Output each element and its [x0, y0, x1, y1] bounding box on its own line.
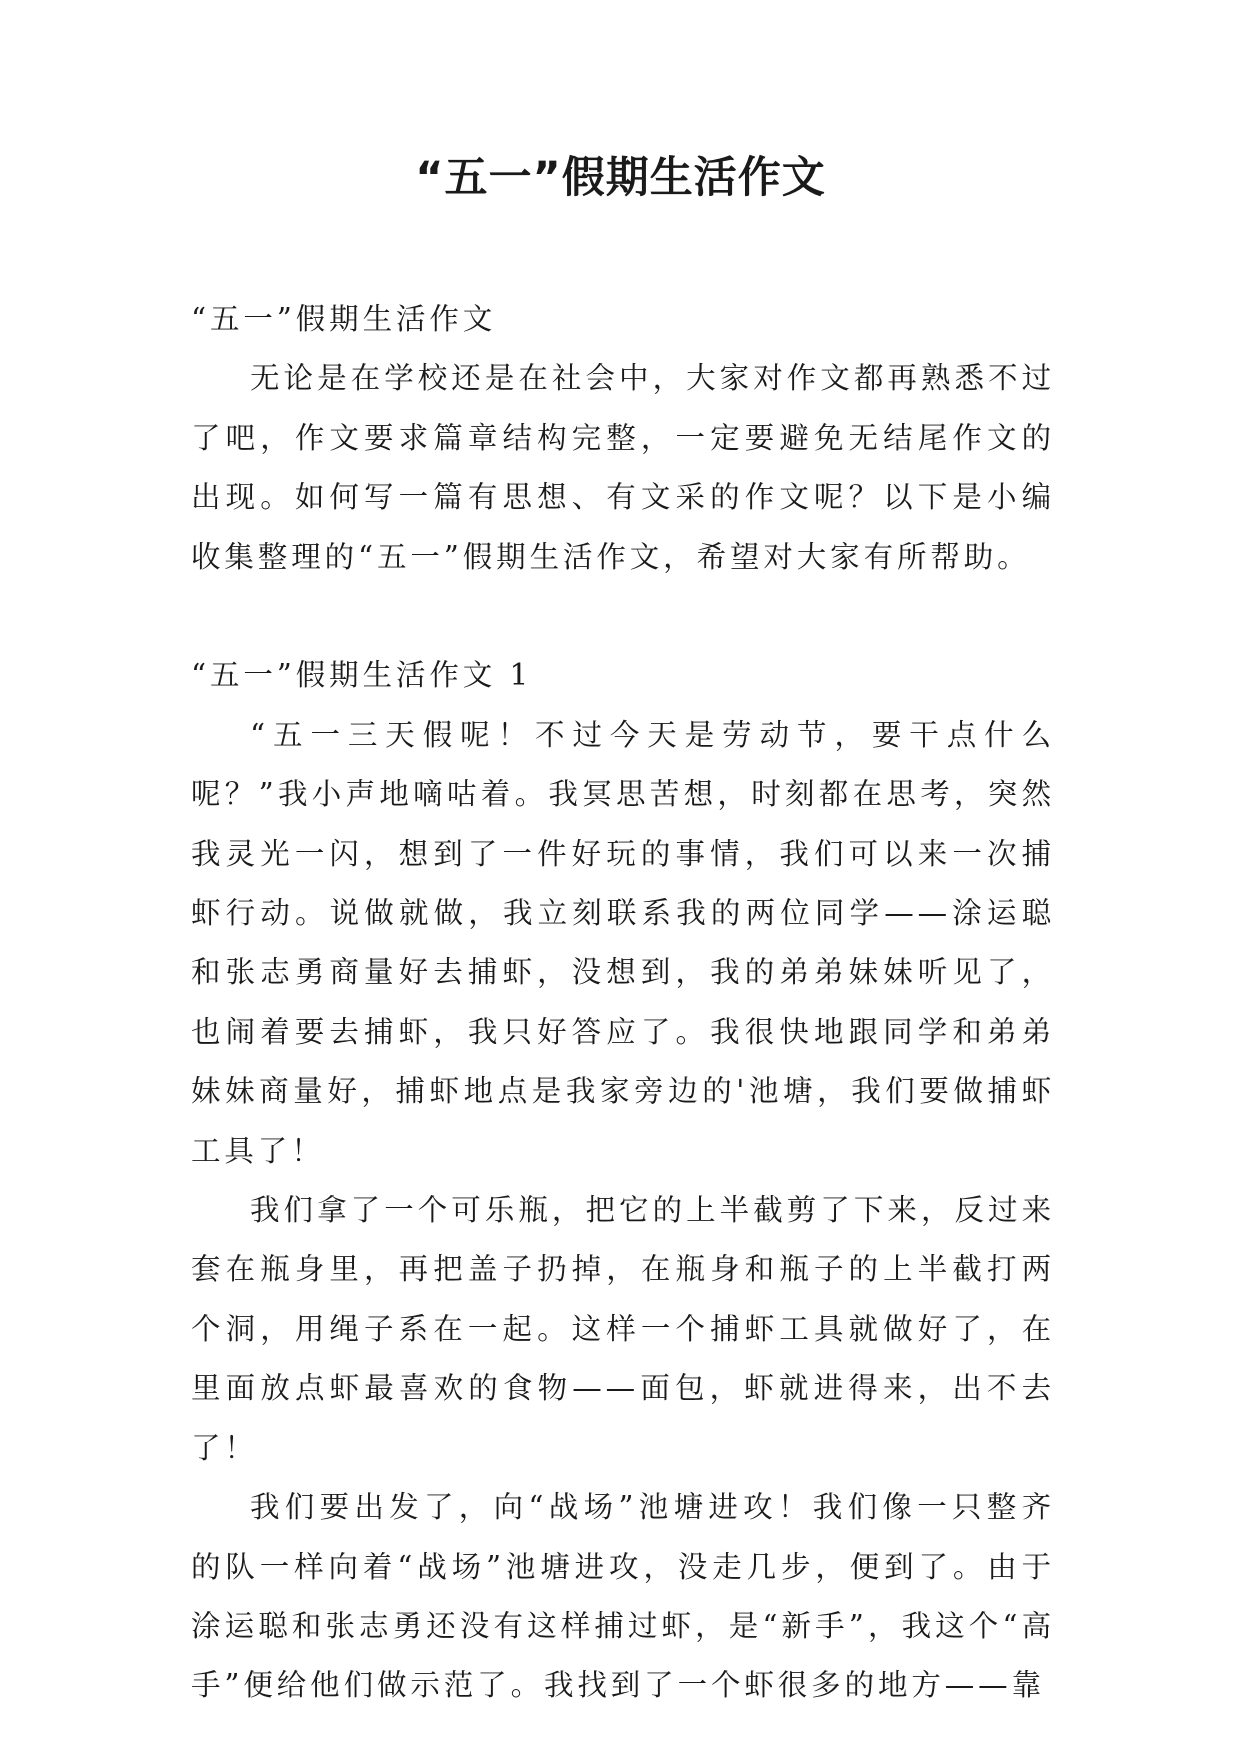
intro-paragraph: 无论是在学校还是在社会中，大家对作文都再熟悉不过了吧，作文要求篇章结构完整，一定要避免无结尾作文的出现。如何写一篇有思想、有文采的作文呢？以下是小编收集整理的“五一”假期生活作文，希望对大家有所帮助。: [191, 361, 1055, 574]
document-body: [191, 290, 1055, 1716]
essay-1-heading: “五一”假期生活作文 1: [191, 658, 533, 693]
document-title: “五一”假期生活作文: [415, 153, 826, 203]
essay-1-paragraph: 我们要出发了，向“战场”池塘进攻！我们像一只整齐的队一样向着“战场”池塘进攻，没走几步，便到了。由于涂运聪和张志勇还没有这样捕过虾，是“新手”，我这个“高手”便给他们做示范了。我找到了一个虾很多的地方——靠: [191, 1490, 1055, 1703]
section-spacer: [191, 587, 1055, 646]
essay-1-paragraph: 我们拿了一个可乐瓶，把它的上半截剪了下来，反过来套在瓶身里，再把盖子扔掉，在瓶身和瓶子的上半截打两个洞，用绳子系在一起。这样一个捕虾工具就做好了，在里面放点虾最喜欢的食物——面包，虾就进得来，出不去了！: [191, 1193, 1055, 1465]
intro-heading: “五一”假期生活作文: [191, 302, 497, 336]
essay-1-paragraph: “五一三天假呢！不过今天是劳动节，要干点什么呢？”我小声地嘀咕着。我冥思苦想，时刻都在思考，突然我灵光一闪，想到了一件好玩的事情，我们可以来一次捕虾行动。说做就做，我立刻联系我的两位同学——涂运聪和张志勇商量好去捕虾，没想到，我的弟弟妹妹听见了，也闹着要去捕虾，我只好答应了。我很快地跟同学和弟弟妹妹商量好，捕虾地点是我家旁边的'池塘，我们要做捕虾工具了！: [191, 717, 1055, 1168]
